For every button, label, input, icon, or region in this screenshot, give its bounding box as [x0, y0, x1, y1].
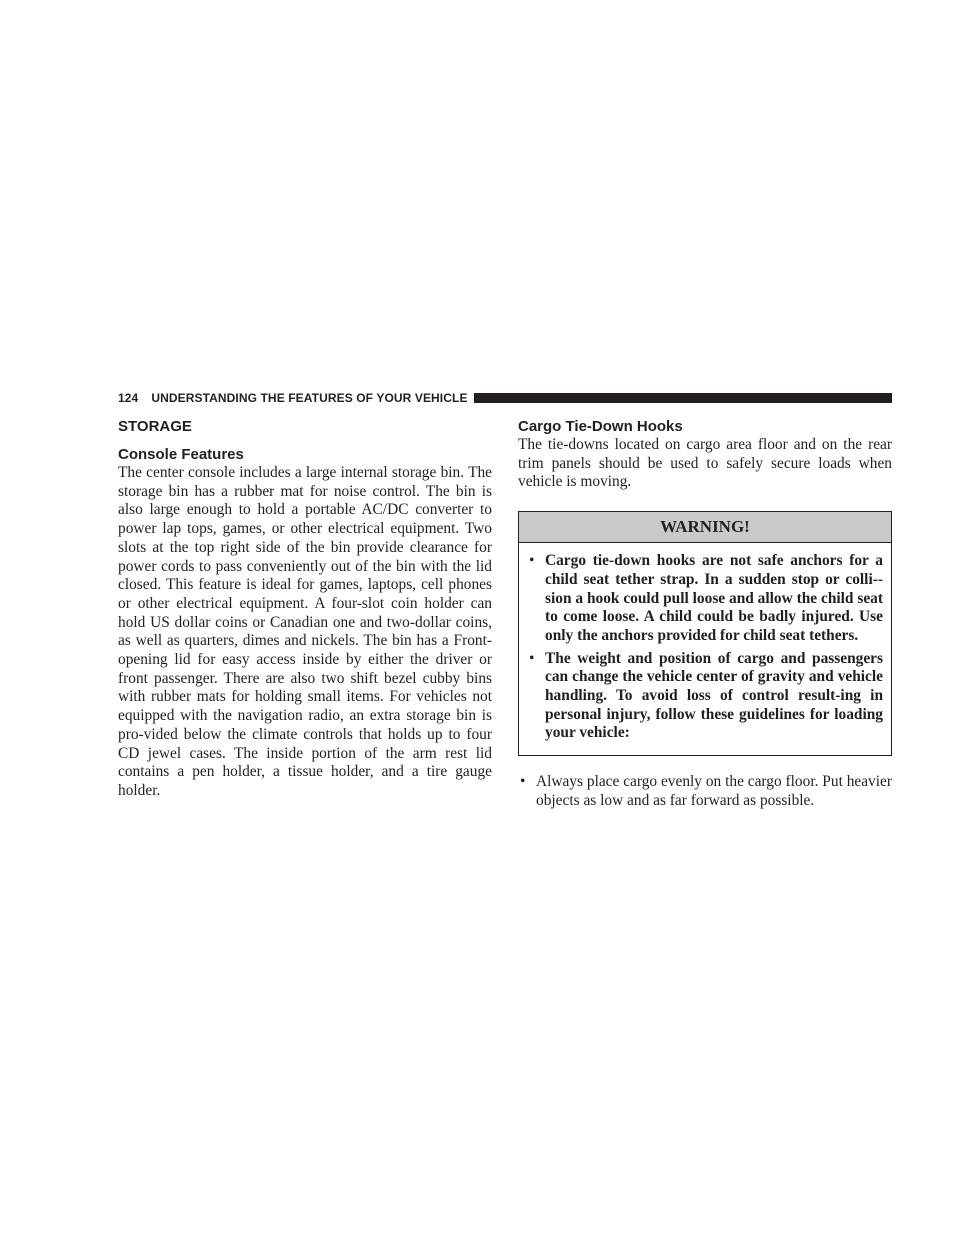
console-features-heading: Console Features: [118, 446, 244, 463]
warning-item: [527, 552, 883, 646]
bullet-icon: •: [529, 649, 535, 667]
warning-box: [518, 511, 892, 756]
warning-item: [527, 650, 883, 744]
bullet-icon: •: [529, 552, 535, 570]
list-item: [518, 773, 892, 810]
running-head: UNDERSTANDING THE FEATURES OF YOUR VEHICLE: [151, 390, 468, 405]
warning-list: [519, 543, 891, 755]
cargo-guidelines-list: [518, 773, 892, 810]
cargo-tie-down-paragraph: The tie-downs located on cargo area floor and on the rear trim panels should be used to safely secure loads when vehicle is moving.: [518, 436, 892, 491]
left-column: [118, 417, 492, 801]
bullet-icon: •: [520, 773, 526, 791]
warning-item-text: Cargo tie-down hooks are not safe anchors for a child seat tether strap. In a sudden stop or colli-sion a hook could pull loose and allow the child seat to come loose. A child could be badly injured. Use only the anchors provided for child seat tethers.: [545, 552, 883, 644]
cargo-tie-down-heading: Cargo Tie-Down Hooks: [518, 418, 683, 435]
section-title: STORAGE: [118, 418, 192, 435]
header-rule-bar: [474, 393, 892, 403]
right-column: [518, 417, 892, 811]
page-number: 124: [118, 390, 139, 405]
warning-item-text: The weight and position of cargo and passengers can change the vehicle center of gravity and vehicle handling. To avoid loss of control result-ing in personal injury, follow these guidelines for loading your vehicle:: [545, 649, 883, 742]
list-item-text: Always place cargo evenly on the cargo floor. Put heavier objects as low and as far forward as possible.: [536, 773, 892, 809]
page-header: [118, 389, 892, 406]
console-features-paragraph: The center console includes a large internal storage bin. The storage bin has a rubber mat for noise control. The bin is also large enough to hold a portable AC/DC converter to power lap tops, games, or other electrical equipment. Two slots at the top right side of the bin provide clearance for power cords to pass conveniently out of the bin with the lid closed. This feature is ideal for games, laptops, cell phones or other electrical equipment. A four-slot coin holder can hold US dollar coins or Canadian one and two-dollar coins, as well as quarters, dimes and nickels. The bin has a Front-opening lid for easy access inside by either the driver or front passenger. There are also two shift bezel cubby bins with rubber mats for holding small items. For vehicles not equipped with the navigation radio, an extra storage bin is pro-vided below the climate controls that holds up to four CD jewel cases. The inside portion of the arm rest lid contains a pen holder, a tissue holder, and a tire gauge holder.: [118, 464, 492, 799]
warning-title: WARNING!: [519, 512, 891, 543]
